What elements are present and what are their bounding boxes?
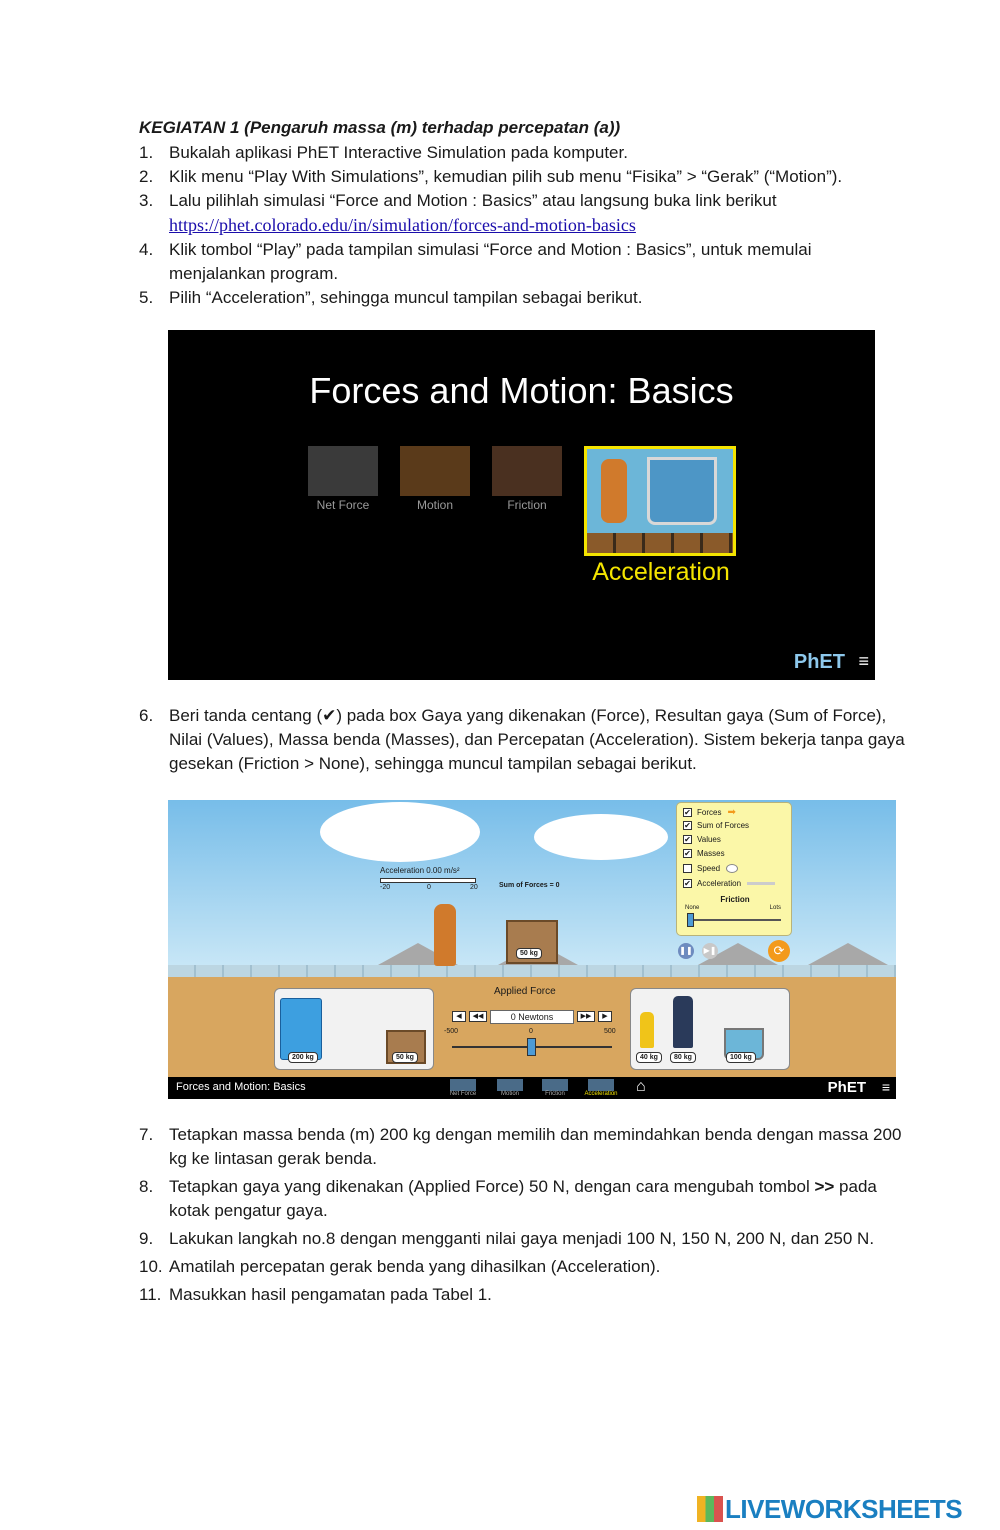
sim-bar-title: Forces and Motion: Basics — [176, 1081, 306, 1093]
control-panel — [676, 802, 792, 936]
friction-thumbnail[interactable] — [492, 446, 562, 496]
acceleration-label: Acceleration — [697, 879, 742, 888]
mass-tag-40: 40 kg — [636, 1052, 662, 1063]
forces-label: Forces — [697, 808, 722, 817]
decrease-small-button[interactable]: ◀ — [452, 1011, 466, 1022]
sim-title: Forces and Motion: Basics — [309, 370, 734, 411]
nav-tab-friction[interactable] — [542, 1079, 568, 1091]
nav-tab-net-force[interactable] — [450, 1079, 476, 1091]
acceleration-checkbox[interactable]: ✔ — [684, 879, 691, 888]
force-tick-max: 500 — [604, 1028, 616, 1035]
friction-lots-label: Lots — [769, 905, 781, 911]
step-3 — [139, 189, 909, 238]
nav-tab-motion[interactable] — [497, 1079, 523, 1091]
applied-force-title: Applied Force — [494, 986, 556, 997]
values-checkbox-row[interactable] — [683, 835, 721, 844]
home-icon[interactable]: ⌂ — [636, 1078, 646, 1095]
increase-large-button[interactable]: ▶▶ — [577, 1011, 595, 1022]
force-tick-min: -500 — [444, 1028, 459, 1035]
step-text: Lalu pilihlah simulasi “Force and Motion : Basics” atau langsung buka link berikut — [169, 191, 777, 210]
step-number: 10. — [139, 1257, 163, 1276]
pusher-figure — [434, 904, 456, 966]
motion-label: Motion — [416, 498, 454, 512]
values-checkbox[interactable]: ✔ — [684, 835, 691, 844]
activity-title: (Pengaruh massa (m) terhadap percepatan (a)) — [239, 118, 621, 137]
step-number: 6. — [139, 706, 154, 725]
mass-tag-50: 50 kg — [392, 1052, 418, 1063]
acceleration-thumbnail[interactable] — [584, 446, 736, 556]
acceleration-label: Acceleration — [592, 558, 730, 586]
applied-force-value[interactable]: 0 Newtons — [490, 1010, 574, 1024]
step-number: 3. — [139, 191, 154, 210]
step-number: 4. — [139, 240, 154, 259]
sum-of-forces-readout: Sum of Forces = 0 — [499, 882, 560, 889]
steps-list-bottom — [139, 1123, 909, 1307]
step-text: Tetapkan massa benda (m) 200 kg dengan memilih dan memindahkan benda dengan massa 200 kg ke lintasan gerak benda. — [169, 1125, 902, 1168]
step-9 — [139, 1227, 909, 1251]
decrease-large-button[interactable]: ◀◀ — [469, 1011, 487, 1022]
values-label: Values — [697, 835, 721, 844]
step-text: Klik tombol “Play” pada tampilan simulasi “Force and Motion : Basics”, untuk memulai menjalankan program. — [169, 240, 812, 283]
masses-checkbox-row[interactable] — [683, 849, 725, 858]
speed-label: Speed — [697, 864, 721, 873]
floor-icon — [587, 533, 733, 553]
acceleration-meter — [380, 878, 476, 883]
step-number: 11. — [139, 1285, 162, 1304]
friction-slider-track[interactable] — [689, 919, 781, 921]
figure-pushing-icon — [601, 459, 627, 523]
masses-label: Masses — [697, 849, 725, 858]
friction-label: Friction — [507, 498, 547, 512]
friction-label: Friction — [720, 895, 750, 904]
step-number: 7. — [139, 1125, 154, 1144]
step-text: Tetapkan gaya yang dikenakan (Applied Force) 50 N, dengan cara mengubah tombol — [169, 1177, 815, 1196]
reset-button[interactable]: ⟳ — [768, 940, 790, 962]
masses-checkbox[interactable]: ✔ — [684, 849, 691, 858]
step-text: Beri tanda centang (✔) pada box Gaya yang dikenakan (Force), Resultan gaya (Sum of Force), Nilai (Values), Massa benda (Masses), dan Percepatan (Acceleration). Sistem bekerja tanpa gaya gesekan (Friction > None), sehingga muncul tampilan sebagai berikut. — [169, 706, 905, 773]
step-1 — [139, 141, 909, 165]
motion-thumbnail[interactable] — [400, 446, 470, 496]
activity-heading — [139, 118, 620, 138]
cloud-icon — [534, 814, 668, 860]
net-force-thumbnail[interactable] — [308, 446, 378, 496]
girl-figure[interactable] — [640, 1012, 654, 1048]
step-text: Klik menu “Play With Simulations”, kemudian pilih sub menu “Fisika” > “Gerak” (“Motion”). — [169, 167, 843, 186]
step-text: Masukkan hasil pengamatan pada Tabel 1. — [169, 1285, 492, 1304]
activity-number: KEGIATAN 1 — [139, 118, 240, 137]
sum-forces-checkbox-row[interactable] — [683, 821, 749, 830]
meter-tick-zero: 0 — [427, 884, 431, 891]
applied-force-slider-knob[interactable] — [527, 1038, 536, 1056]
nav-tab-motion-label: Motion — [500, 1091, 519, 1097]
forces-checkbox[interactable]: ✔ — [684, 808, 691, 817]
sim-navigation-bar — [168, 1077, 896, 1099]
sum-forces-label: Sum of Forces — [697, 821, 750, 830]
bucket-icon — [647, 457, 717, 525]
step-8 — [139, 1175, 909, 1223]
menu-icon[interactable]: ≡ — [881, 1079, 890, 1095]
force-tick-zero: 0 — [529, 1028, 533, 1035]
nav-tab-acceleration[interactable] — [588, 1079, 614, 1091]
step-text: Amatilah percepatan gerak benda yang dihasilkan (Acceleration). — [169, 1257, 661, 1276]
meter-tick-min: -20 — [380, 884, 391, 891]
mass-tag-200: 200 kg — [288, 1052, 318, 1063]
step-text: Lakukan langkah no.8 dengan mengganti nilai gaya menjadi 100 N, 150 N, 200 N, dan 250 N. — [169, 1229, 875, 1248]
step-number: 8. — [139, 1177, 154, 1196]
step-7 — [139, 1123, 909, 1171]
step-number: 9. — [139, 1229, 154, 1248]
man-figure[interactable] — [673, 996, 693, 1048]
steps-list-top — [139, 141, 909, 310]
pause-button[interactable]: ❚❚ — [678, 943, 694, 959]
simulation-link[interactable]: https://phet.colorado.edu/in/simulation/forces-and-motion-basics — [169, 215, 636, 235]
acceleration-readout: Acceleration 0.00 m/s² — [380, 866, 460, 875]
step-6 — [139, 704, 909, 776]
step-text: Pilih “Acceleration”, sehingga muncul tampilan sebagai berikut. — [169, 288, 643, 307]
step-number: 2. — [139, 167, 154, 186]
nav-tab-friction-label: Friction — [545, 1091, 565, 1097]
motion-track — [168, 965, 896, 977]
step-4 — [139, 238, 909, 286]
speed-checkbox[interactable] — [683, 864, 692, 873]
nav-tab-net-force-label: Net Force — [449, 1091, 477, 1097]
phet-logo: PhET — [793, 651, 845, 673]
nav-tab-acceleration-label: Acceleration — [584, 1091, 618, 1097]
step-6-block — [139, 704, 909, 776]
speed-checkbox-row[interactable] — [683, 864, 738, 873]
phet-home-screenshot — [168, 330, 875, 680]
refrigerator-object[interactable] — [280, 998, 322, 1060]
increase-small-button[interactable]: ▶ — [598, 1011, 612, 1022]
crate-mass-tag: 50 kg — [516, 948, 542, 959]
force-arrow-icon: ➡ — [727, 807, 736, 818]
step-11 — [139, 1283, 909, 1307]
step-text-bold: >> — [814, 1177, 835, 1196]
liveworksheets-logo-icon — [697, 1496, 723, 1522]
mass-tag-100: 100 kg — [726, 1052, 756, 1063]
phet-logo: PhET — [827, 1079, 866, 1096]
mass-tag-80: 80 kg — [670, 1052, 696, 1063]
step-number: 1. — [139, 143, 154, 162]
menu-icon[interactable]: ≡ — [858, 651, 869, 671]
step-5 — [139, 286, 909, 310]
friction-none-label: None — [685, 905, 700, 911]
mountain-icon — [808, 943, 888, 965]
step-2 — [139, 165, 909, 189]
step-button[interactable]: ▶❚ — [702, 943, 718, 959]
step-number: 5. — [139, 288, 154, 307]
phet-acceleration-screenshot — [168, 800, 896, 1099]
friction-slider-knob[interactable] — [687, 913, 694, 927]
liveworksheets-logo[interactable] — [697, 1494, 962, 1525]
accel-meter-icon — [747, 882, 775, 885]
net-force-label: Net Force — [316, 498, 370, 512]
forces-checkbox-row[interactable] — [683, 807, 736, 818]
acceleration-checkbox-row[interactable] — [683, 879, 775, 888]
step-10 — [139, 1255, 909, 1279]
sum-forces-checkbox[interactable]: ✔ — [684, 821, 691, 830]
speedometer-icon — [726, 864, 738, 873]
step-text: Bukalah aplikasi PhET Interactive Simulation pada komputer. — [169, 143, 628, 162]
meter-tick-max: 20 — [470, 884, 478, 891]
cloud-icon — [320, 802, 480, 862]
liveworksheets-logo-text: LIVEWORKSHEETS — [725, 1494, 963, 1524]
step-text: pada kotak pengatur gaya. — [169, 1177, 877, 1220]
